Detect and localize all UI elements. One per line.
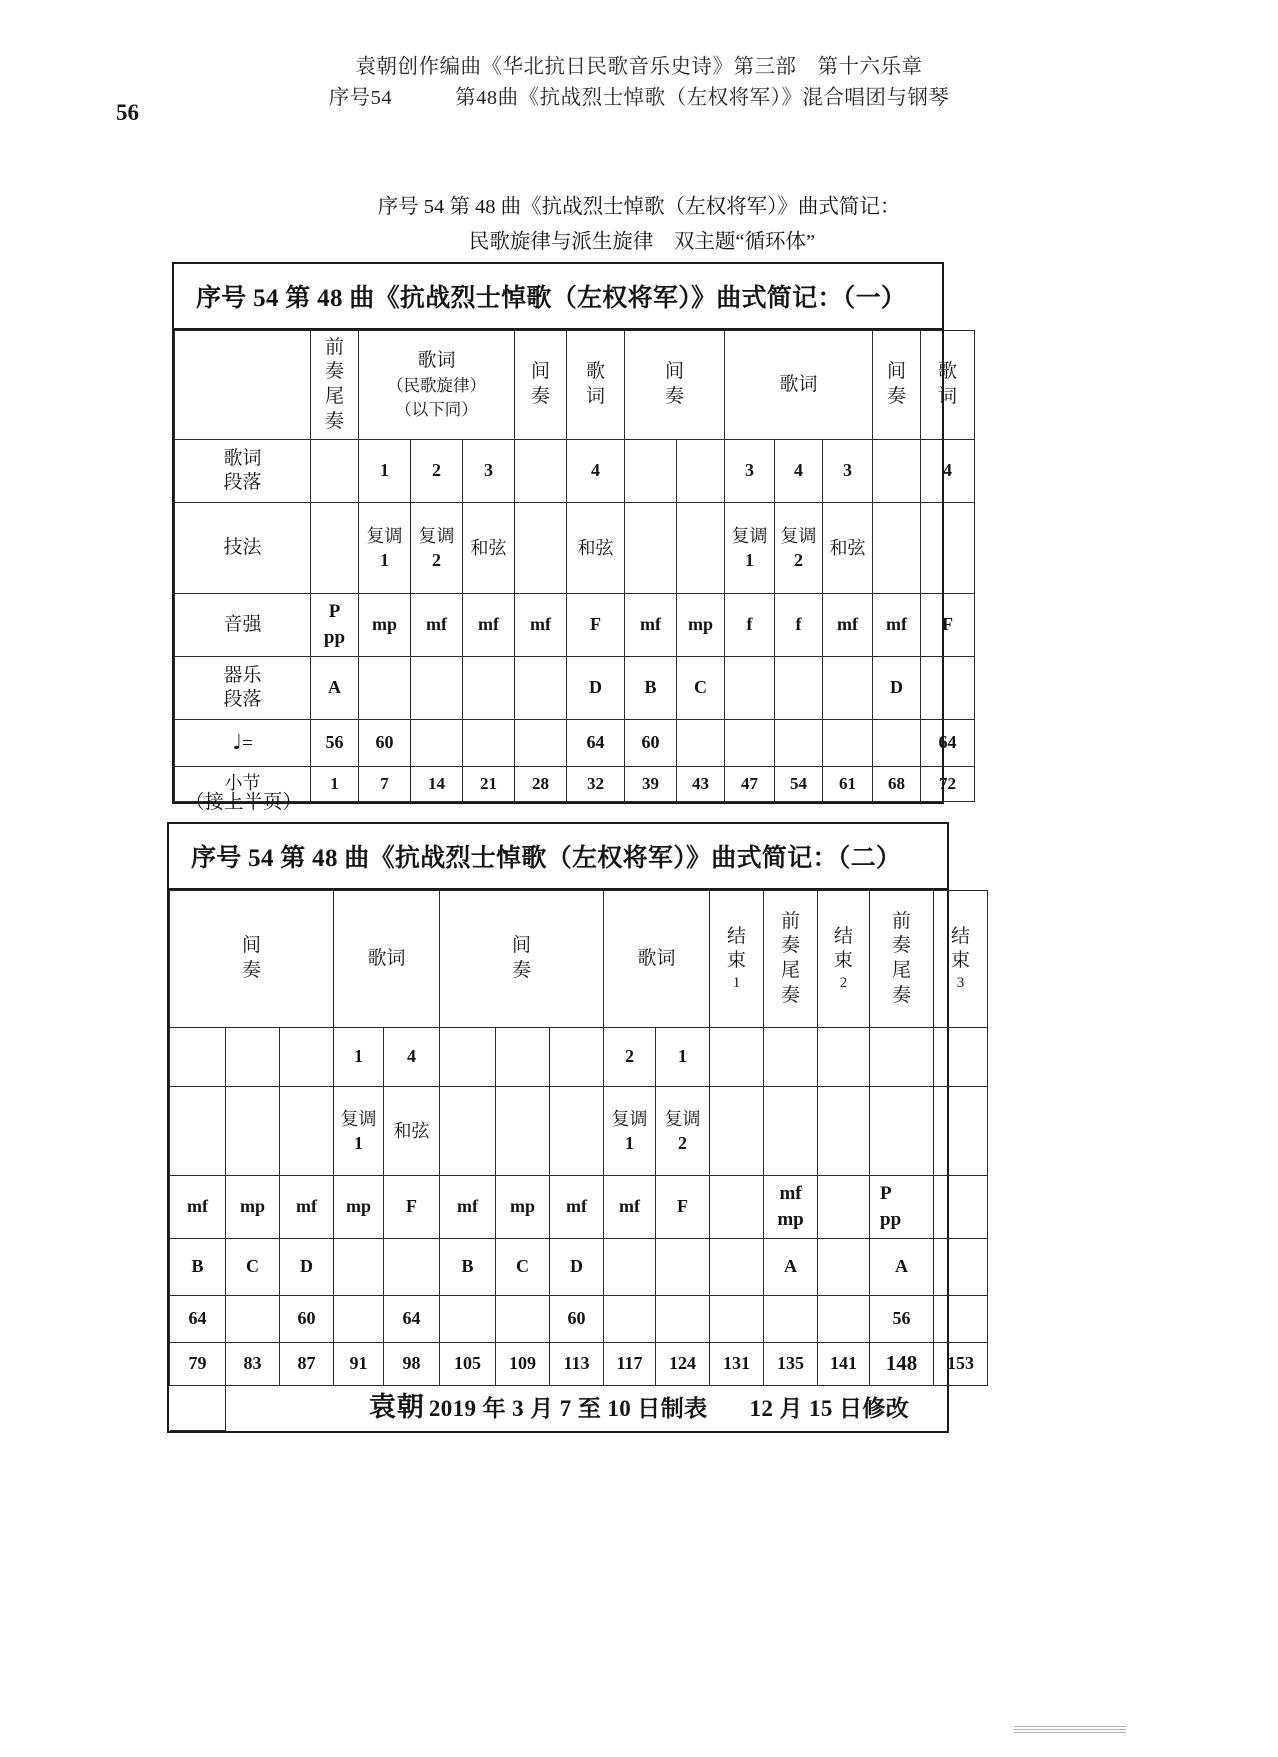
table-1-dynamics-row <box>175 594 975 657</box>
cell-empty <box>870 1028 934 1087</box>
cell-dynamic: F <box>656 1176 710 1239</box>
header-interlude-2: 间 奏 <box>625 331 725 440</box>
cell-empty <box>725 720 775 767</box>
cell-empty <box>764 1028 818 1087</box>
cell-technique: 复调 2 <box>775 503 823 594</box>
cell-empty <box>873 440 921 503</box>
cell-measure: 61 <box>823 767 873 802</box>
cell-empty <box>604 1239 656 1296</box>
cell-measure: 32 <box>567 767 625 802</box>
cell-empty <box>677 440 725 503</box>
cell-instrumental: D <box>550 1239 604 1296</box>
cell-empty <box>818 1239 870 1296</box>
cell-empty <box>170 1087 226 1176</box>
cell-empty <box>515 720 567 767</box>
cell-lyric-para: 2 <box>411 440 463 503</box>
cell-empty <box>280 1028 334 1087</box>
cell-dynamic: mf <box>170 1176 226 1239</box>
header-ending-2: 结 束 2 <box>818 891 870 1028</box>
header-ending-1: 结 束 1 <box>710 891 764 1028</box>
cell-empty <box>818 1028 870 1087</box>
cell-dynamic: mf mp <box>764 1176 818 1239</box>
cell-dynamic: mp <box>677 594 725 657</box>
cell-empty <box>710 1028 764 1087</box>
cell-instrumental: A <box>311 657 359 720</box>
header-interlude-b: 间 奏 <box>440 891 604 1028</box>
row-label-measure: 小节 <box>175 767 311 802</box>
cell-measure: 124 <box>656 1343 710 1386</box>
header-line-1: 袁朝创作编曲《华北抗日民歌音乐史诗》第三部 第十六乐章 <box>355 56 923 78</box>
running-header <box>0 52 1278 114</box>
cell-dynamic: mp <box>334 1176 384 1239</box>
cell-measure: 91 <box>334 1343 384 1386</box>
cell-empty <box>775 720 823 767</box>
cell-lyric-para: 4 <box>775 440 823 503</box>
cell-technique: 复调 1 <box>725 503 775 594</box>
cell-dynamic: mf <box>604 1176 656 1239</box>
cell-dynamic: mf <box>625 594 677 657</box>
table-2 <box>167 822 975 1433</box>
cell-measure: 148 <box>870 1343 934 1386</box>
cell-empty <box>515 503 567 594</box>
cell-lyric-para: 4 <box>384 1028 440 1087</box>
table1-caption-line-1 <box>0 192 1278 224</box>
cell-lyric-para: 3 <box>823 440 873 503</box>
row-label-tempo <box>175 720 311 767</box>
cell-technique: 和弦 <box>384 1087 440 1176</box>
cell-dynamic: f <box>725 594 775 657</box>
cell-empty <box>440 1028 496 1087</box>
cell-instrumental: B <box>625 657 677 720</box>
cell-empty <box>677 720 725 767</box>
cell-instrumental: B <box>170 1239 226 1296</box>
cell-empty <box>823 720 873 767</box>
cell-dynamic: P pp <box>311 594 359 657</box>
cell-instrumental: C <box>496 1239 550 1296</box>
cell-empty <box>764 1296 818 1343</box>
table1-caption-line-2 <box>0 227 1278 259</box>
cell-empty <box>656 1239 710 1296</box>
table-2-technique-row <box>170 1087 988 1176</box>
cell-tempo: 64 <box>384 1296 440 1343</box>
cell-empty <box>625 440 677 503</box>
cell-empty <box>311 503 359 594</box>
cell-measure: 28 <box>515 767 567 802</box>
row-label-technique: 技法 <box>175 503 311 594</box>
cell-empty <box>496 1028 550 1087</box>
header-lyrics-2: 歌 词 <box>567 331 625 440</box>
cell-measure: 1 <box>311 767 359 802</box>
cell-tempo: 60 <box>280 1296 334 1343</box>
cell-dynamic: mp <box>359 594 411 657</box>
cell-empty <box>384 1239 440 1296</box>
cell-empty <box>411 720 463 767</box>
cell-empty <box>677 503 725 594</box>
table-1-lyric-paragraph-row <box>175 440 975 503</box>
cell-empty <box>463 720 515 767</box>
caption-text-1: 序号 54 第 48 曲《抗战烈士悼歌（左权将军）》曲式简记： <box>377 196 901 218</box>
cell-lyric-para: 2 <box>604 1028 656 1087</box>
cell-empty <box>934 1176 988 1239</box>
table-1-header-row <box>175 331 975 440</box>
table-1-tempo-row <box>175 720 975 767</box>
cell-dynamic: mf <box>873 594 921 657</box>
cell-empty <box>226 1028 280 1087</box>
row-label-lyric-paragraph: 歌词 段落 <box>175 440 311 503</box>
cell-measure: 83 <box>226 1343 280 1386</box>
cell-tempo: 60 <box>625 720 677 767</box>
continuation-note: （接上半页） <box>185 792 303 813</box>
cell-technique: 复调 1 <box>604 1087 656 1176</box>
cell-instrumental: A <box>870 1239 934 1296</box>
cell-lyric-para: 4 <box>567 440 625 503</box>
row-label-instrumental: 器乐 段落 <box>175 657 311 720</box>
cell-technique: 和弦 <box>823 503 873 594</box>
cell-measure: 109 <box>496 1343 550 1386</box>
cell-empty <box>710 1239 764 1296</box>
cell-empty <box>515 657 567 720</box>
header-prelude-postlude-3: 前 奏 尾 奏 <box>870 891 934 1028</box>
header-ending-3: 结 束 3 <box>934 891 988 1028</box>
header-lyrics-b: 歌词 <box>604 891 710 1028</box>
cell-measure: 68 <box>873 767 921 802</box>
table-2-dynamics-row <box>170 1176 988 1239</box>
cell-instrumental: C <box>226 1239 280 1296</box>
table-2-header-row <box>170 891 988 1028</box>
cell-empty <box>775 657 823 720</box>
cell-dynamic: mf <box>411 594 463 657</box>
cell-empty <box>496 1087 550 1176</box>
signature-line <box>0 1385 1278 1424</box>
cell-technique: 复调 1 <box>334 1087 384 1176</box>
cell-empty <box>870 1087 934 1176</box>
cell-measure: 54 <box>775 767 823 802</box>
cell-measure: 105 <box>440 1343 496 1386</box>
cell-empty <box>934 1239 988 1296</box>
cell-dynamic: P pp <box>870 1176 934 1239</box>
cell-empty <box>921 657 975 720</box>
cell-technique: 复调 2 <box>411 503 463 594</box>
cell-empty <box>764 1087 818 1176</box>
header-line-2: 序号54 第48曲《抗战烈士悼歌（左权将军）》混合唱团与钢琴 <box>328 86 950 109</box>
scan-artifact <box>1014 1726 1126 1735</box>
cell-empty <box>334 1296 384 1343</box>
header-lyrics-folk <box>359 331 515 440</box>
cell-empty <box>818 1296 870 1343</box>
cell-empty <box>934 1296 988 1343</box>
cell-empty <box>496 1296 550 1343</box>
cell-empty <box>710 1176 764 1239</box>
cell-lyric-para: 1 <box>334 1028 384 1087</box>
cell-empty <box>710 1087 764 1176</box>
cell-dynamic: mf <box>550 1176 604 1239</box>
cell-instrumental: A <box>764 1239 818 1296</box>
cell-empty <box>550 1028 604 1087</box>
quarter-note-icon: ♩ <box>232 730 243 755</box>
table-1 <box>172 262 958 804</box>
header-lyrics-3: 歌词 <box>725 331 873 440</box>
cell-dynamic: mf <box>463 594 515 657</box>
cell-technique: 复调 1 <box>359 503 411 594</box>
cell-empty <box>725 657 775 720</box>
cell-empty <box>818 1176 870 1239</box>
cell-instrumental: B <box>440 1239 496 1296</box>
cell-empty <box>625 503 677 594</box>
cell-empty <box>280 1087 334 1176</box>
header-lyrics-a: 歌词 <box>334 891 440 1028</box>
cell-dynamic: F <box>567 594 625 657</box>
cell-empty <box>604 1296 656 1343</box>
cell-instrumental: C <box>677 657 725 720</box>
cell-measure: 43 <box>677 767 725 802</box>
cell-lyric-para: 1 <box>656 1028 710 1087</box>
cell-measure: 47 <box>725 767 775 802</box>
header-lyrics-folk-main: 歌词 <box>417 350 456 372</box>
cell-technique: 和弦 <box>463 503 515 594</box>
cell-dynamic: F <box>384 1176 440 1239</box>
cell-empty <box>710 1296 764 1343</box>
cell-empty <box>823 657 873 720</box>
cell-measure: 135 <box>764 1343 818 1386</box>
cell-dynamic: F <box>921 594 975 657</box>
table-1-technique-row <box>175 503 975 594</box>
header-prelude-postlude-text: 前 奏 尾 奏 <box>324 336 344 432</box>
cell-empty <box>311 440 359 503</box>
cell-lyric-para: 3 <box>725 440 775 503</box>
table-1-title: 序号 54 第 48 曲《抗战烈士悼歌（左权将军）》曲式简记：（一） <box>174 264 942 330</box>
header-prelude-postlude <box>311 331 359 440</box>
signature-date: 2019 年 3 月 7 至 10 日制表 <box>428 1396 708 1421</box>
tempo-equals: = <box>242 733 253 755</box>
table-2-tempo-row <box>170 1296 988 1343</box>
header-interlude-1: 间 奏 <box>515 331 567 440</box>
cell-empty <box>226 1296 280 1343</box>
cell-tempo: 64 <box>170 1296 226 1343</box>
cell-measure: 21 <box>463 767 515 802</box>
cell-measure: 14 <box>411 767 463 802</box>
cell-technique: 复调 2 <box>656 1087 710 1176</box>
header-lyrics-4: 歌 词 <box>921 331 975 440</box>
cell-tempo: 60 <box>359 720 411 767</box>
header-empty-corner <box>175 331 311 440</box>
cell-empty <box>226 1087 280 1176</box>
table-2-grid <box>169 890 988 1431</box>
cell-empty <box>515 440 567 503</box>
table-2-title: 序号 54 第 48 曲《抗战烈士悼歌（左权将军）》曲式简记：（二） <box>169 824 947 890</box>
header-lyrics-folk-note2: （以下同） <box>395 399 478 419</box>
cell-measure: 72 <box>921 767 975 802</box>
caption-text-2: 民歌旋律与派生旋律 双主题“循环体” <box>468 231 816 253</box>
cell-dynamic: mp <box>496 1176 550 1239</box>
cell-lyric-para: 4 <box>921 440 975 503</box>
cell-empty <box>921 503 975 594</box>
cell-measure: 98 <box>384 1343 440 1386</box>
cell-measure: 117 <box>604 1343 656 1386</box>
header-prelude-postlude-2: 前 奏 尾 奏 <box>764 891 818 1028</box>
row-label-dynamics: 音强 <box>175 594 311 657</box>
cell-measure: 141 <box>818 1343 870 1386</box>
header-lyrics-folk-note1: （民歌旋律） <box>387 375 486 395</box>
cell-empty <box>550 1087 604 1176</box>
cell-measure: 7 <box>359 767 411 802</box>
cell-empty <box>170 1028 226 1087</box>
author-signature: 袁朝 <box>368 1392 425 1422</box>
header-interlude-a: 间 奏 <box>170 891 334 1028</box>
cell-dynamic: mf <box>440 1176 496 1239</box>
cell-instrumental: D <box>280 1239 334 1296</box>
page-number: 56 <box>116 100 139 125</box>
cell-empty <box>873 720 921 767</box>
cell-empty <box>934 1087 988 1176</box>
table-1-grid <box>174 330 975 802</box>
cell-dynamic: mf <box>823 594 873 657</box>
cell-empty <box>440 1087 496 1176</box>
cell-measure: 113 <box>550 1343 604 1386</box>
cell-lyric-para: 3 <box>463 440 515 503</box>
cell-dynamic: mf <box>280 1176 334 1239</box>
cell-measure: 131 <box>710 1343 764 1386</box>
cell-dynamic: mp <box>226 1176 280 1239</box>
cell-technique: 和弦 <box>567 503 625 594</box>
table-1-instrumental-row <box>175 657 975 720</box>
cell-empty <box>656 1296 710 1343</box>
table-2-measure-row <box>170 1343 988 1386</box>
cell-measure: 39 <box>625 767 677 802</box>
signature-revision: 12 月 15 日修改 <box>749 1396 910 1421</box>
cell-tempo: 60 <box>550 1296 604 1343</box>
cell-lyric-para: 1 <box>359 440 411 503</box>
cell-empty <box>359 657 411 720</box>
cell-empty <box>818 1087 870 1176</box>
cell-empty <box>873 503 921 594</box>
cell-instrumental: D <box>873 657 921 720</box>
cell-instrumental: D <box>567 657 625 720</box>
cell-dynamic: mf <box>515 594 567 657</box>
cell-measure: 87 <box>280 1343 334 1386</box>
cell-measure: 153 <box>934 1343 988 1386</box>
cell-tempo: 64 <box>567 720 625 767</box>
cell-tempo: 64 <box>921 720 975 767</box>
cell-tempo: 56 <box>311 720 359 767</box>
table-2-instrumental-row <box>170 1239 988 1296</box>
cell-empty <box>440 1296 496 1343</box>
cell-tempo: 56 <box>870 1296 934 1343</box>
cell-measure: 79 <box>170 1343 226 1386</box>
cell-dynamic: f <box>775 594 823 657</box>
cell-empty <box>334 1239 384 1296</box>
cell-empty <box>463 657 515 720</box>
table-2-lyric-paragraph-row <box>170 1028 988 1087</box>
header-interlude-3: 间 奏 <box>873 331 921 440</box>
cell-empty <box>934 1028 988 1087</box>
cell-empty <box>411 657 463 720</box>
